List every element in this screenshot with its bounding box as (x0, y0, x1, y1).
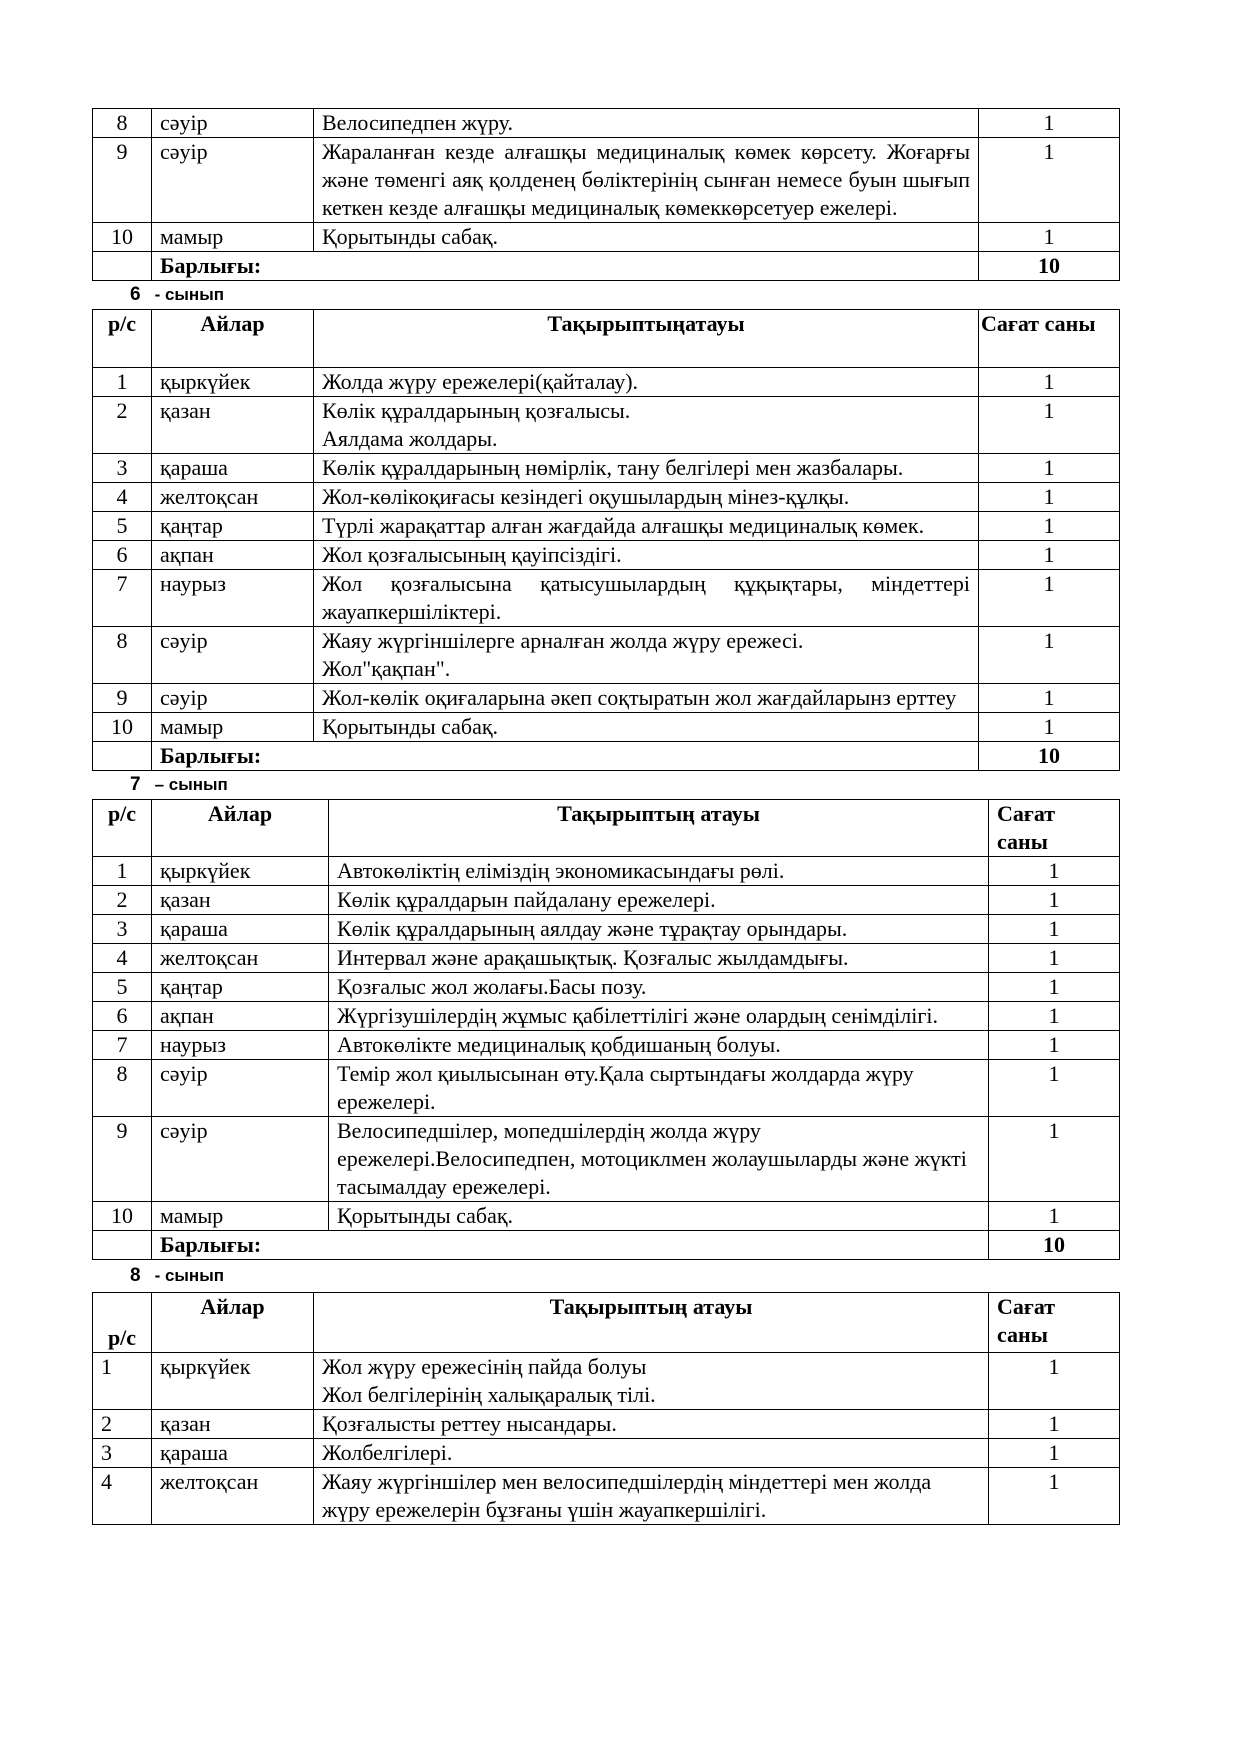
row-hours: 1 (989, 1439, 1120, 1468)
row-topic: Қорытынды сабақ. (329, 1202, 989, 1231)
row-hours: 1 (979, 627, 1120, 684)
row-hours: 1 (979, 368, 1120, 397)
row-topic: Жол қозғалысының қауіпсіздігі. (314, 541, 979, 570)
grade-label-text: - сынып (154, 1266, 224, 1285)
row-number: 1 (93, 857, 152, 886)
row-month: қазан (152, 397, 314, 454)
row-topic: Жол-көлікоқиғасы кезіндегі оқушылардың мінез-құлқы. (314, 483, 979, 512)
table-row (93, 886, 1120, 915)
row-number: 10 (93, 713, 152, 742)
row-hours: 1 (989, 886, 1120, 915)
header-number: р/с (93, 310, 152, 368)
row-hours: 1 (989, 857, 1120, 886)
grade-7-label (92, 771, 1119, 799)
total-label: Барлығы: (152, 742, 979, 771)
row-topic: Қорытынды сабақ. (314, 223, 979, 252)
header-topic: Тақырыптың атауы (314, 1293, 989, 1353)
table-row (93, 684, 1120, 713)
table-row (93, 627, 1120, 684)
row-topic: Көлік құралдарын пайдалану ережелері. (329, 886, 989, 915)
table-grade-6 (92, 309, 1120, 771)
row-number: 5 (93, 973, 152, 1002)
row-month: қараша (152, 454, 314, 483)
row-number: 8 (93, 109, 152, 138)
row-topic: Түрлі жарақаттар алған жағдайда алғашқы медициналық көмек. (314, 512, 979, 541)
table-row (93, 973, 1120, 1002)
row-month: қараша (152, 1439, 314, 1468)
row-hours: 1 (979, 570, 1120, 627)
row-month: ақпан (152, 541, 314, 570)
empty-cell (93, 1231, 152, 1260)
row-hours: 1 (979, 512, 1120, 541)
row-month: желтоқсан (152, 483, 314, 512)
row-hours: 1 (979, 483, 1120, 512)
table-row (93, 138, 1120, 223)
grade-number: 7 (130, 774, 141, 795)
row-month: қаңтар (152, 973, 329, 1002)
row-month: сәуір (152, 684, 314, 713)
empty-cell (93, 742, 152, 771)
row-number: 2 (93, 886, 152, 915)
row-month: мамыр (152, 1202, 329, 1231)
empty-cell (93, 252, 152, 281)
header-hours: Сағат саны (979, 310, 1120, 368)
row-topic: Жаяу жүргіншілер мен велосипедшілердің міндеттері мен жолда жүру ережелерін бұзғаны үшін жауапкершілігі. (314, 1468, 989, 1525)
row-number: 3 (93, 915, 152, 944)
total-value: 10 (979, 252, 1120, 281)
row-hours: 1 (989, 973, 1120, 1002)
row-topic: Жол қозғалысына қатысушылардың құқықтары, міндеттері жауапкершіліктері. (314, 570, 979, 627)
row-topic: Жол жүру ережесінің пайда болуы Жол белгілерінің халықаралық тілі. (314, 1353, 989, 1410)
row-month: қаңтар (152, 512, 314, 541)
row-month: сәуір (152, 109, 314, 138)
row-hours: 1 (979, 397, 1120, 454)
table-row (93, 109, 1120, 138)
row-number: 3 (93, 1439, 152, 1468)
row-number: 9 (93, 138, 152, 223)
row-month: сәуір (152, 627, 314, 684)
row-topic: Жол-көлік оқиғаларына әкеп соқтыратын жол жағдайларынз ерттеу (314, 684, 979, 713)
row-number: 8 (93, 627, 152, 684)
row-topic: Көлік құралдарының аялдау және тұрақтау орындары. (329, 915, 989, 944)
grade-label-text: - сынып (154, 285, 224, 304)
row-topic: Жараланған кезде алғашқы медициналық көмек көрсету. Жоғарғы және төменгі аяқ қолденең бөліктерінің сынған немесе буын шығып кеткен кезде алғашқы медициналық көмеккөрсетуер ежелері. (314, 138, 979, 223)
table-row (93, 1410, 1120, 1439)
row-month: сәуір (152, 138, 314, 223)
row-hours: 1 (979, 713, 1120, 742)
table-row (93, 454, 1120, 483)
table-row (93, 1353, 1120, 1410)
row-hours: 1 (989, 1468, 1120, 1525)
row-hours: 1 (979, 454, 1120, 483)
row-number: 1 (93, 368, 152, 397)
total-row (93, 1231, 1120, 1260)
row-topic: Жолбелгілері. (314, 1439, 989, 1468)
row-topic: Жолда жүру ережелері(қайталау). (314, 368, 979, 397)
row-topic: Жүргізушілердің жұмыс қабілеттілігі және олардың сенімділігі. (329, 1002, 989, 1031)
table-header-row (93, 800, 1120, 857)
row-hours: 1 (979, 541, 1120, 570)
table-row (93, 397, 1120, 454)
row-number: 9 (93, 684, 152, 713)
row-number: 3 (93, 454, 152, 483)
table-row (93, 570, 1120, 627)
table-row (93, 944, 1120, 973)
header-number: р/с (93, 800, 152, 857)
row-hours: 1 (989, 1031, 1120, 1060)
row-number: 6 (93, 1002, 152, 1031)
total-label: Барлығы: (152, 1231, 989, 1260)
row-month: қыркүйек (152, 368, 314, 397)
header-topic: Тақырыптың атауы (329, 800, 989, 857)
table-grade-8 (92, 1292, 1120, 1525)
table-row (93, 713, 1120, 742)
row-month: сәуір (152, 1117, 329, 1202)
total-value: 10 (979, 742, 1120, 771)
row-hours: 1 (989, 1060, 1120, 1117)
row-number: 8 (93, 1060, 152, 1117)
row-month: қазан (152, 1410, 314, 1439)
row-month: қараша (152, 915, 329, 944)
row-topic: Жаяу жүргіншілерге арналған жолда жүру ережесі. Жол"қақпан". (314, 627, 979, 684)
header-topic: Тақырыптыңатауы (314, 310, 979, 368)
table-row (93, 1060, 1120, 1117)
table-row (93, 1202, 1120, 1231)
row-number: 6 (93, 541, 152, 570)
table-row (93, 512, 1120, 541)
row-month: наурыз (152, 1031, 329, 1060)
row-month: ақпан (152, 1002, 329, 1031)
table-header-row (93, 310, 1120, 368)
grade-number: 6 (130, 284, 141, 305)
total-label: Барлығы: (152, 252, 979, 281)
row-number: 9 (93, 1117, 152, 1202)
row-number: 10 (93, 223, 152, 252)
row-number: 10 (93, 1202, 152, 1231)
row-topic: Автокөліктің еліміздің экономикасындағы рөлі. (329, 857, 989, 886)
grade-label-text: – сынып (154, 775, 228, 794)
row-month: қыркүйек (152, 857, 329, 886)
header-hours: Сағат саны (989, 1293, 1120, 1353)
row-month: желтоқсан (152, 1468, 314, 1525)
row-number: 7 (93, 570, 152, 627)
row-hours: 1 (989, 1353, 1120, 1410)
total-value: 10 (989, 1231, 1120, 1260)
table-grade-7 (92, 799, 1120, 1260)
header-month: Айлар (152, 800, 329, 857)
table-row (93, 1439, 1120, 1468)
row-hours: 1 (989, 1202, 1120, 1231)
table-row (93, 223, 1120, 252)
table-header-row (93, 1293, 1120, 1353)
grade-6-label (92, 281, 1119, 309)
row-hours: 1 (989, 1410, 1120, 1439)
grade-8-label (92, 1260, 1119, 1292)
table-row (93, 483, 1120, 512)
row-topic: Қорытынды сабақ. (314, 713, 979, 742)
grade-number: 8 (130, 1265, 141, 1286)
row-month: сәуір (152, 1060, 329, 1117)
table-row (93, 368, 1120, 397)
row-number: 2 (93, 1410, 152, 1439)
table-row (93, 1031, 1120, 1060)
header-number: р/с (93, 1293, 152, 1353)
row-topic: Велосипедшілер, мопедшілердің жолда жүру ережелері.Велосипедпен, мотоциклмен жолаушыларды және жүкті тасымалдау ережелері. (329, 1117, 989, 1202)
row-hours: 1 (979, 684, 1120, 713)
row-topic: Интервал және арақашықтық. Қозғалыс жылдамдығы. (329, 944, 989, 973)
total-row (93, 742, 1120, 771)
row-hours: 1 (979, 223, 1120, 252)
table-row (93, 915, 1120, 944)
row-hours: 1 (989, 915, 1120, 944)
row-hours: 1 (989, 944, 1120, 973)
row-number: 4 (93, 483, 152, 512)
row-number: 5 (93, 512, 152, 541)
row-topic: Қозғалысты реттеу нысандары. (314, 1410, 989, 1439)
row-hours: 1 (989, 1117, 1120, 1202)
row-number: 2 (93, 397, 152, 454)
header-month: Айлар (152, 1293, 314, 1353)
row-topic: Қозғалыс жол жолағы.Басы позу. (329, 973, 989, 1002)
row-month: мамыр (152, 223, 314, 252)
table-row (93, 541, 1120, 570)
row-hours: 1 (979, 138, 1120, 223)
row-number: 1 (93, 1353, 152, 1410)
row-number: 7 (93, 1031, 152, 1060)
row-month: қыркүйек (152, 1353, 314, 1410)
row-topic: Көлік құралдарының нөмірлік, тану белгілері мен жазбалары. (314, 454, 979, 483)
row-hours: 1 (989, 1002, 1120, 1031)
row-month: қазан (152, 886, 329, 915)
table-row (93, 1468, 1120, 1525)
row-month: желтоқсан (152, 944, 329, 973)
total-row (93, 252, 1120, 281)
table-row (93, 857, 1120, 886)
table-row (93, 1002, 1120, 1031)
table-previous-grade (92, 108, 1120, 281)
header-month: Айлар (152, 310, 314, 368)
document-page (92, 108, 1119, 1525)
header-hours: Сағат саны (989, 800, 1120, 857)
row-topic: Велосипедпен жүру. (314, 109, 979, 138)
row-month: мамыр (152, 713, 314, 742)
table-row (93, 1117, 1120, 1202)
row-topic: Автокөлікте медициналық қобдишаның болуы. (329, 1031, 989, 1060)
row-month: наурыз (152, 570, 314, 627)
row-topic: Темір жол қиылысынан өту.Қала сыртындағы жолдарда жүру ережелері. (329, 1060, 989, 1117)
row-hours: 1 (979, 109, 1120, 138)
row-number: 4 (93, 1468, 152, 1525)
row-topic: Көлік құралдарының қозғалысы. Аялдама жолдары. (314, 397, 979, 454)
row-number: 4 (93, 944, 152, 973)
